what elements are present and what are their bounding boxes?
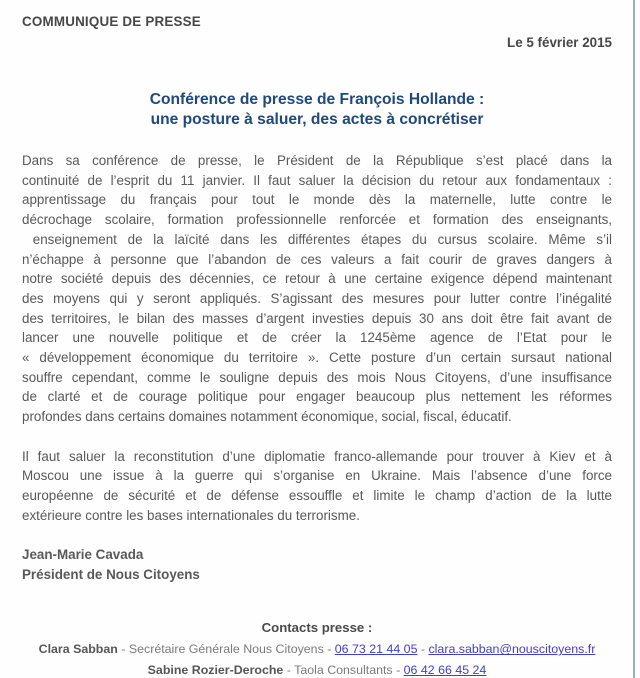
- contact-name: Sabine Rozier-Deroche: [147, 663, 284, 678]
- title-line-2: une posture à saluer, des actes à concrétiser: [150, 111, 484, 128]
- page-title: [22, 90, 612, 130]
- separator: -: [117, 642, 129, 657]
- paragraph-1-line-3: apprentissage du français pour tout le monde dès la maternelle, lutte contre le: [22, 192, 612, 208]
- paragraph-1-line-4: décrochage scolaire, formation professionnelle renforcée et formation des enseignants,: [22, 212, 612, 228]
- document-type-label: COMMUNIQUE DE PRESSE: [22, 14, 201, 29]
- paragraph-2: [22, 447, 612, 526]
- paragraph-1-line-10: lancer une nouvelle politique et de créer la 1245ème agence de l’Etat pour le: [22, 330, 612, 346]
- title-line-1: Conférence de presse de François Hollande :: [149, 91, 485, 108]
- paragraph-2-line-1: Il faut saluer la reconstitution d’une diplomatie franco-allemande pour trouver à Kiev et à: [22, 448, 612, 464]
- contact-line-sabine: [22, 663, 612, 677]
- signature-role: Président de Nous Citoyens: [22, 566, 200, 582]
- paragraph-1-line-6: n’échappe à personne que l’abandon de ces valeurs a fait courir de graves dangers à: [22, 251, 612, 267]
- separator: -: [417, 642, 429, 657]
- paragraph-1-line-12: souffre cependant, comme le souligne depuis des mois Nous Citoyens, d’une insuffisance: [22, 369, 612, 385]
- separator: -: [323, 642, 335, 657]
- signature-name: Jean-Marie Cavada: [22, 547, 144, 563]
- paragraph-1-line-5: enseignement de la laïcité dans les différentes étapes du cursus scolaire. Même s’il: [22, 231, 612, 247]
- contact-line-clara: [22, 642, 612, 656]
- paragraph-1-line-8: des moyens qui y seront appliqués. S’agissant des mesures pour lutter contre l’inégalité: [22, 290, 612, 306]
- email-link[interactable]: clara.sabban@nouscitoyens.fr: [428, 642, 596, 657]
- signature-block: [22, 545, 612, 584]
- separator: -: [283, 663, 295, 678]
- phone-link[interactable]: 06 73 21 44 05: [334, 642, 418, 657]
- paragraph-1-line-7: notre société depuis des décennies, ce retour à une certaine exigence dépend maintenant: [22, 271, 612, 287]
- press-contacts: [22, 620, 612, 677]
- paragraph-2-line-3: européenne de sécurité et de défense essouffle et limite le champ d’action de la lutte: [22, 487, 612, 503]
- paragraph-1-line-14: profondes dans certains domaines notamment économique, social, fiscal, éducatif.: [22, 409, 512, 425]
- paragraph-1: [22, 151, 612, 427]
- paragraph-1-line-11: « développement économique du territoire ». Cette posture d’un certain sursaut national: [22, 350, 612, 366]
- paragraph-1-line-1: Dans sa conférence de presse, le Président de la République s’est placé dans la: [22, 153, 612, 168]
- paragraph-1-line-13: de clarté et de courage politique pour engager beaucoup plus nettement les réformes: [22, 389, 612, 405]
- separator: -: [392, 663, 404, 678]
- body-text: [22, 151, 612, 525]
- contact-name: Clara Sabban: [38, 642, 118, 657]
- contact-role: Secrétaire Générale Nous Citoyens: [128, 642, 324, 657]
- document-date: Le 5 février 2015: [507, 35, 612, 50]
- contacts-heading: Contacts presse :: [261, 620, 373, 636]
- phone-link[interactable]: 06 42 66 45 24: [403, 663, 487, 678]
- paragraph-1-line-9: des territoires, le bilan des masses d’argent investies depuis 30 ans doit être fait avant de: [22, 310, 612, 326]
- paragraph-2-line-2: Moscou une issue à la guerre qui s’organise en Ukraine. Mais l’absence d’une force: [22, 468, 612, 484]
- paragraph-2-line-4: extérieure contre les bases internationales du terrorisme.: [22, 507, 360, 523]
- contact-org: Taola Consultants: [294, 663, 393, 678]
- paragraph-1-line-2: continuité de l’esprit du 11 janvier. Il faut saluer la décision du retour aux fondamentaux :: [22, 172, 612, 188]
